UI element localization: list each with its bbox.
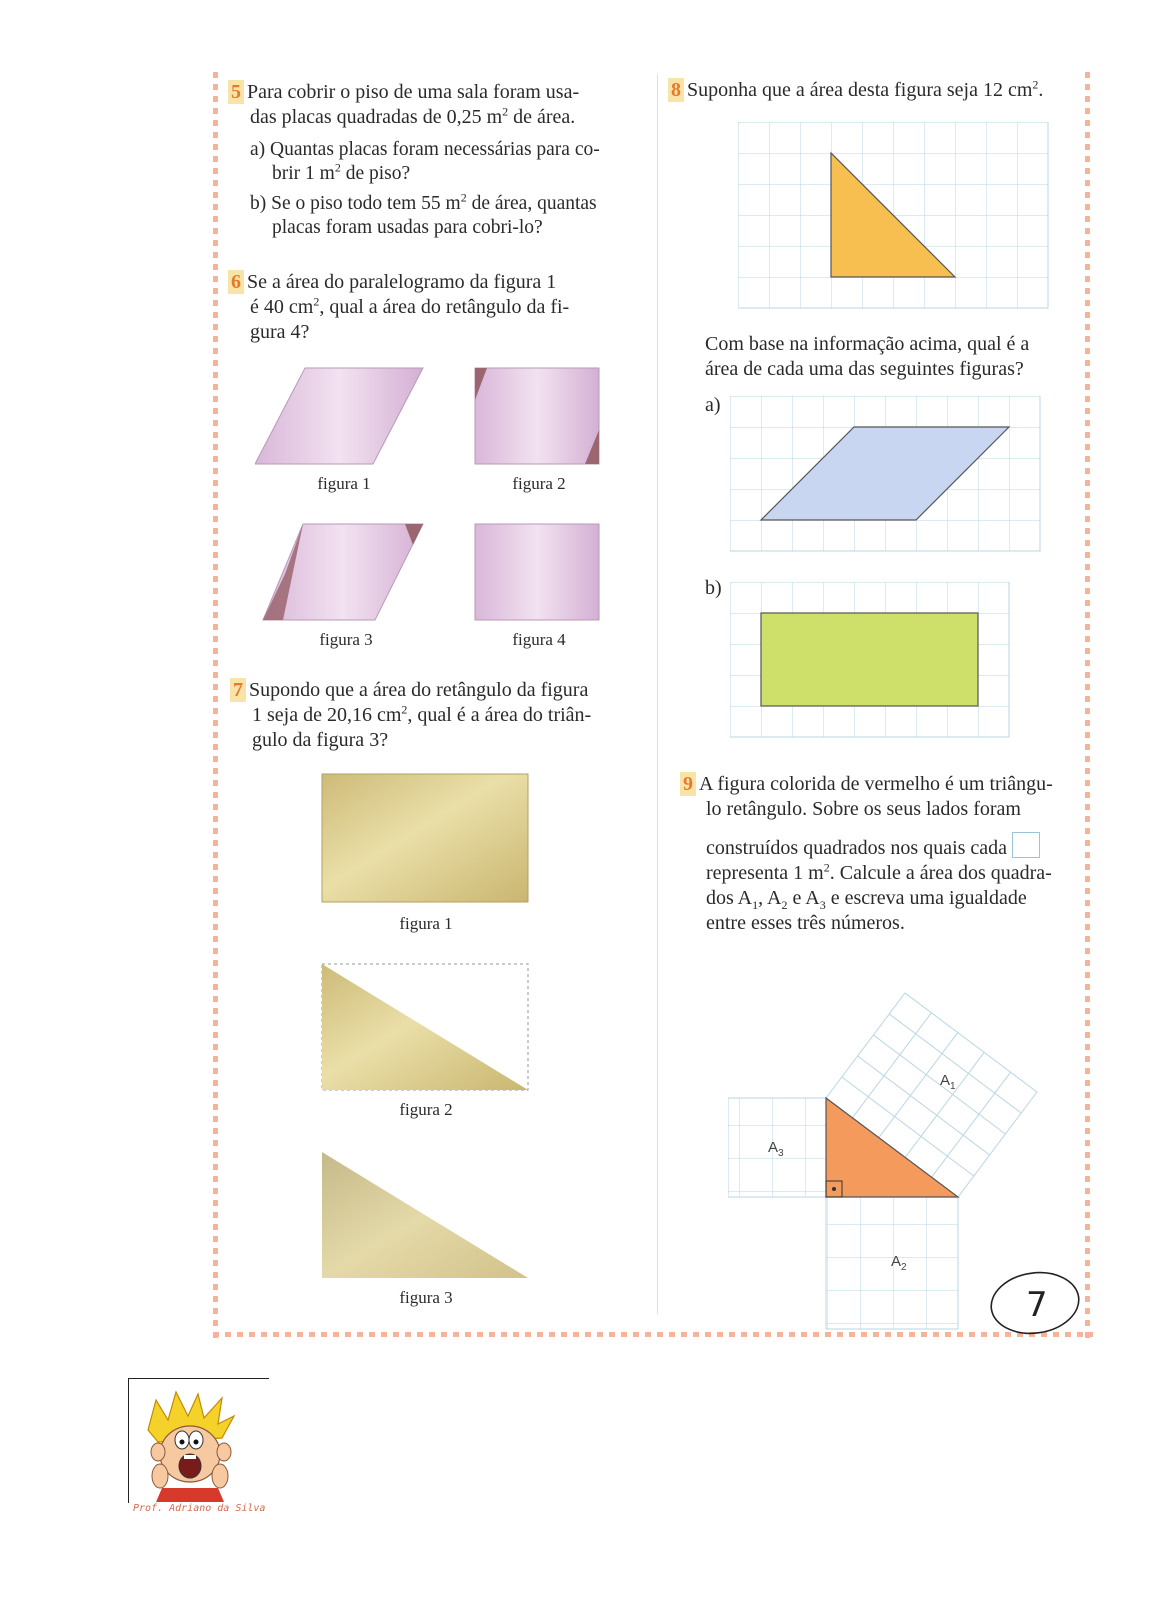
question-8: 8 Suponha que a área desta figura seja 12 $cm^2$. — [668, 78, 1088, 103]
q6-caption-fig1: figura 1 — [317, 474, 371, 493]
q9-number: 9 — [680, 772, 696, 796]
q6-number: 6 — [228, 270, 244, 294]
q5-line1: 5 Para cobrir o piso de uma sala foram usa- — [228, 80, 634, 105]
q8-label-b: b) — [705, 577, 722, 599]
label-a2: $A_2$ — [891, 1253, 907, 1273]
page-number: 7 — [1026, 1285, 1048, 1325]
q8-number: 8 — [668, 78, 684, 102]
q8-grid-rectangle — [730, 582, 1010, 742]
q6-fig3 — [263, 524, 423, 620]
q5-number: 5 — [228, 80, 244, 104]
credit-text: Prof. Adriano da Silva — [133, 1503, 266, 1514]
question-9: 9 A figura colorida de vermelho é um triângu- lo retângulo. Sobre os seus lados foram construídos quadrados nos quais cada representa 1 $m^2$. Calcule a área dos quadra- dos $A_1$, $A_2$ e $A_3$ e escreva uma igualdade entre esses três números. — [680, 772, 1098, 936]
left-border-dots — [213, 72, 218, 1340]
question-7: 7 Supondo que a área do retângulo da figura 1 seja de 20,16 $cm^2$, qual é a área do triân- gulo da figura 3? — [230, 678, 636, 753]
right-border-dots — [1085, 72, 1090, 1340]
q6-caption-fig3: figura 3 — [319, 630, 373, 649]
q7-triangle-fig3 — [322, 1152, 528, 1278]
cartoon-character-image — [138, 1390, 246, 1502]
q7-fig2 — [322, 964, 528, 1090]
q6-figures — [255, 360, 615, 630]
q6-parallelogram-fig1 — [255, 368, 423, 464]
question-6: 6 Se a área do paralelogramo da figura 1 é 40 $cm^2$, qual a área do retângulo da fi- gura 4? — [228, 270, 634, 345]
column-divider — [657, 74, 658, 1314]
q6-caption-fig2: figura 2 — [512, 474, 566, 493]
label-a3: $A_3$ — [768, 1139, 784, 1159]
q7-rectangle-fig1 — [322, 774, 528, 902]
q8-green-rectangle — [761, 613, 978, 706]
label-a1: $A_1$ — [940, 1072, 956, 1092]
q7-caption-fig1: figura 1 — [399, 914, 453, 933]
q6-rectangle-fig4 — [475, 524, 599, 620]
q5-item-a: a) Quantas placas foram necessárias para co- brir 1 $m^2$ de piso? — [250, 139, 600, 184]
question-5 — [228, 80, 634, 240]
q8-grid-triangle — [738, 122, 1054, 312]
q5-item-b: b) Se o piso todo tem 55 $m^2$ de área, quantas placas foram usadas para cobri-lo? — [250, 190, 597, 238]
q7-caption-fig3: figura 3 — [399, 1288, 453, 1307]
q7-caption-fig2: figura 2 — [399, 1100, 453, 1119]
q5-line2: das placas quadradas de 0,25 $m^2$ de área. — [250, 104, 576, 128]
q8-grid-parallelogram — [730, 396, 1046, 556]
q6-fig2 — [475, 368, 599, 464]
unit-square-icon — [1012, 832, 1040, 858]
q6-caption-fig4: figura 4 — [512, 630, 566, 649]
q8-base-text: Com base na informação acima, qual é a área de cada uma das seguintes figuras? — [705, 333, 1030, 380]
q7-number: 7 — [230, 678, 246, 702]
page-number-circle — [988, 1268, 1084, 1338]
q8-label-a: a) — [705, 394, 721, 416]
q7-figures — [320, 770, 535, 1285]
